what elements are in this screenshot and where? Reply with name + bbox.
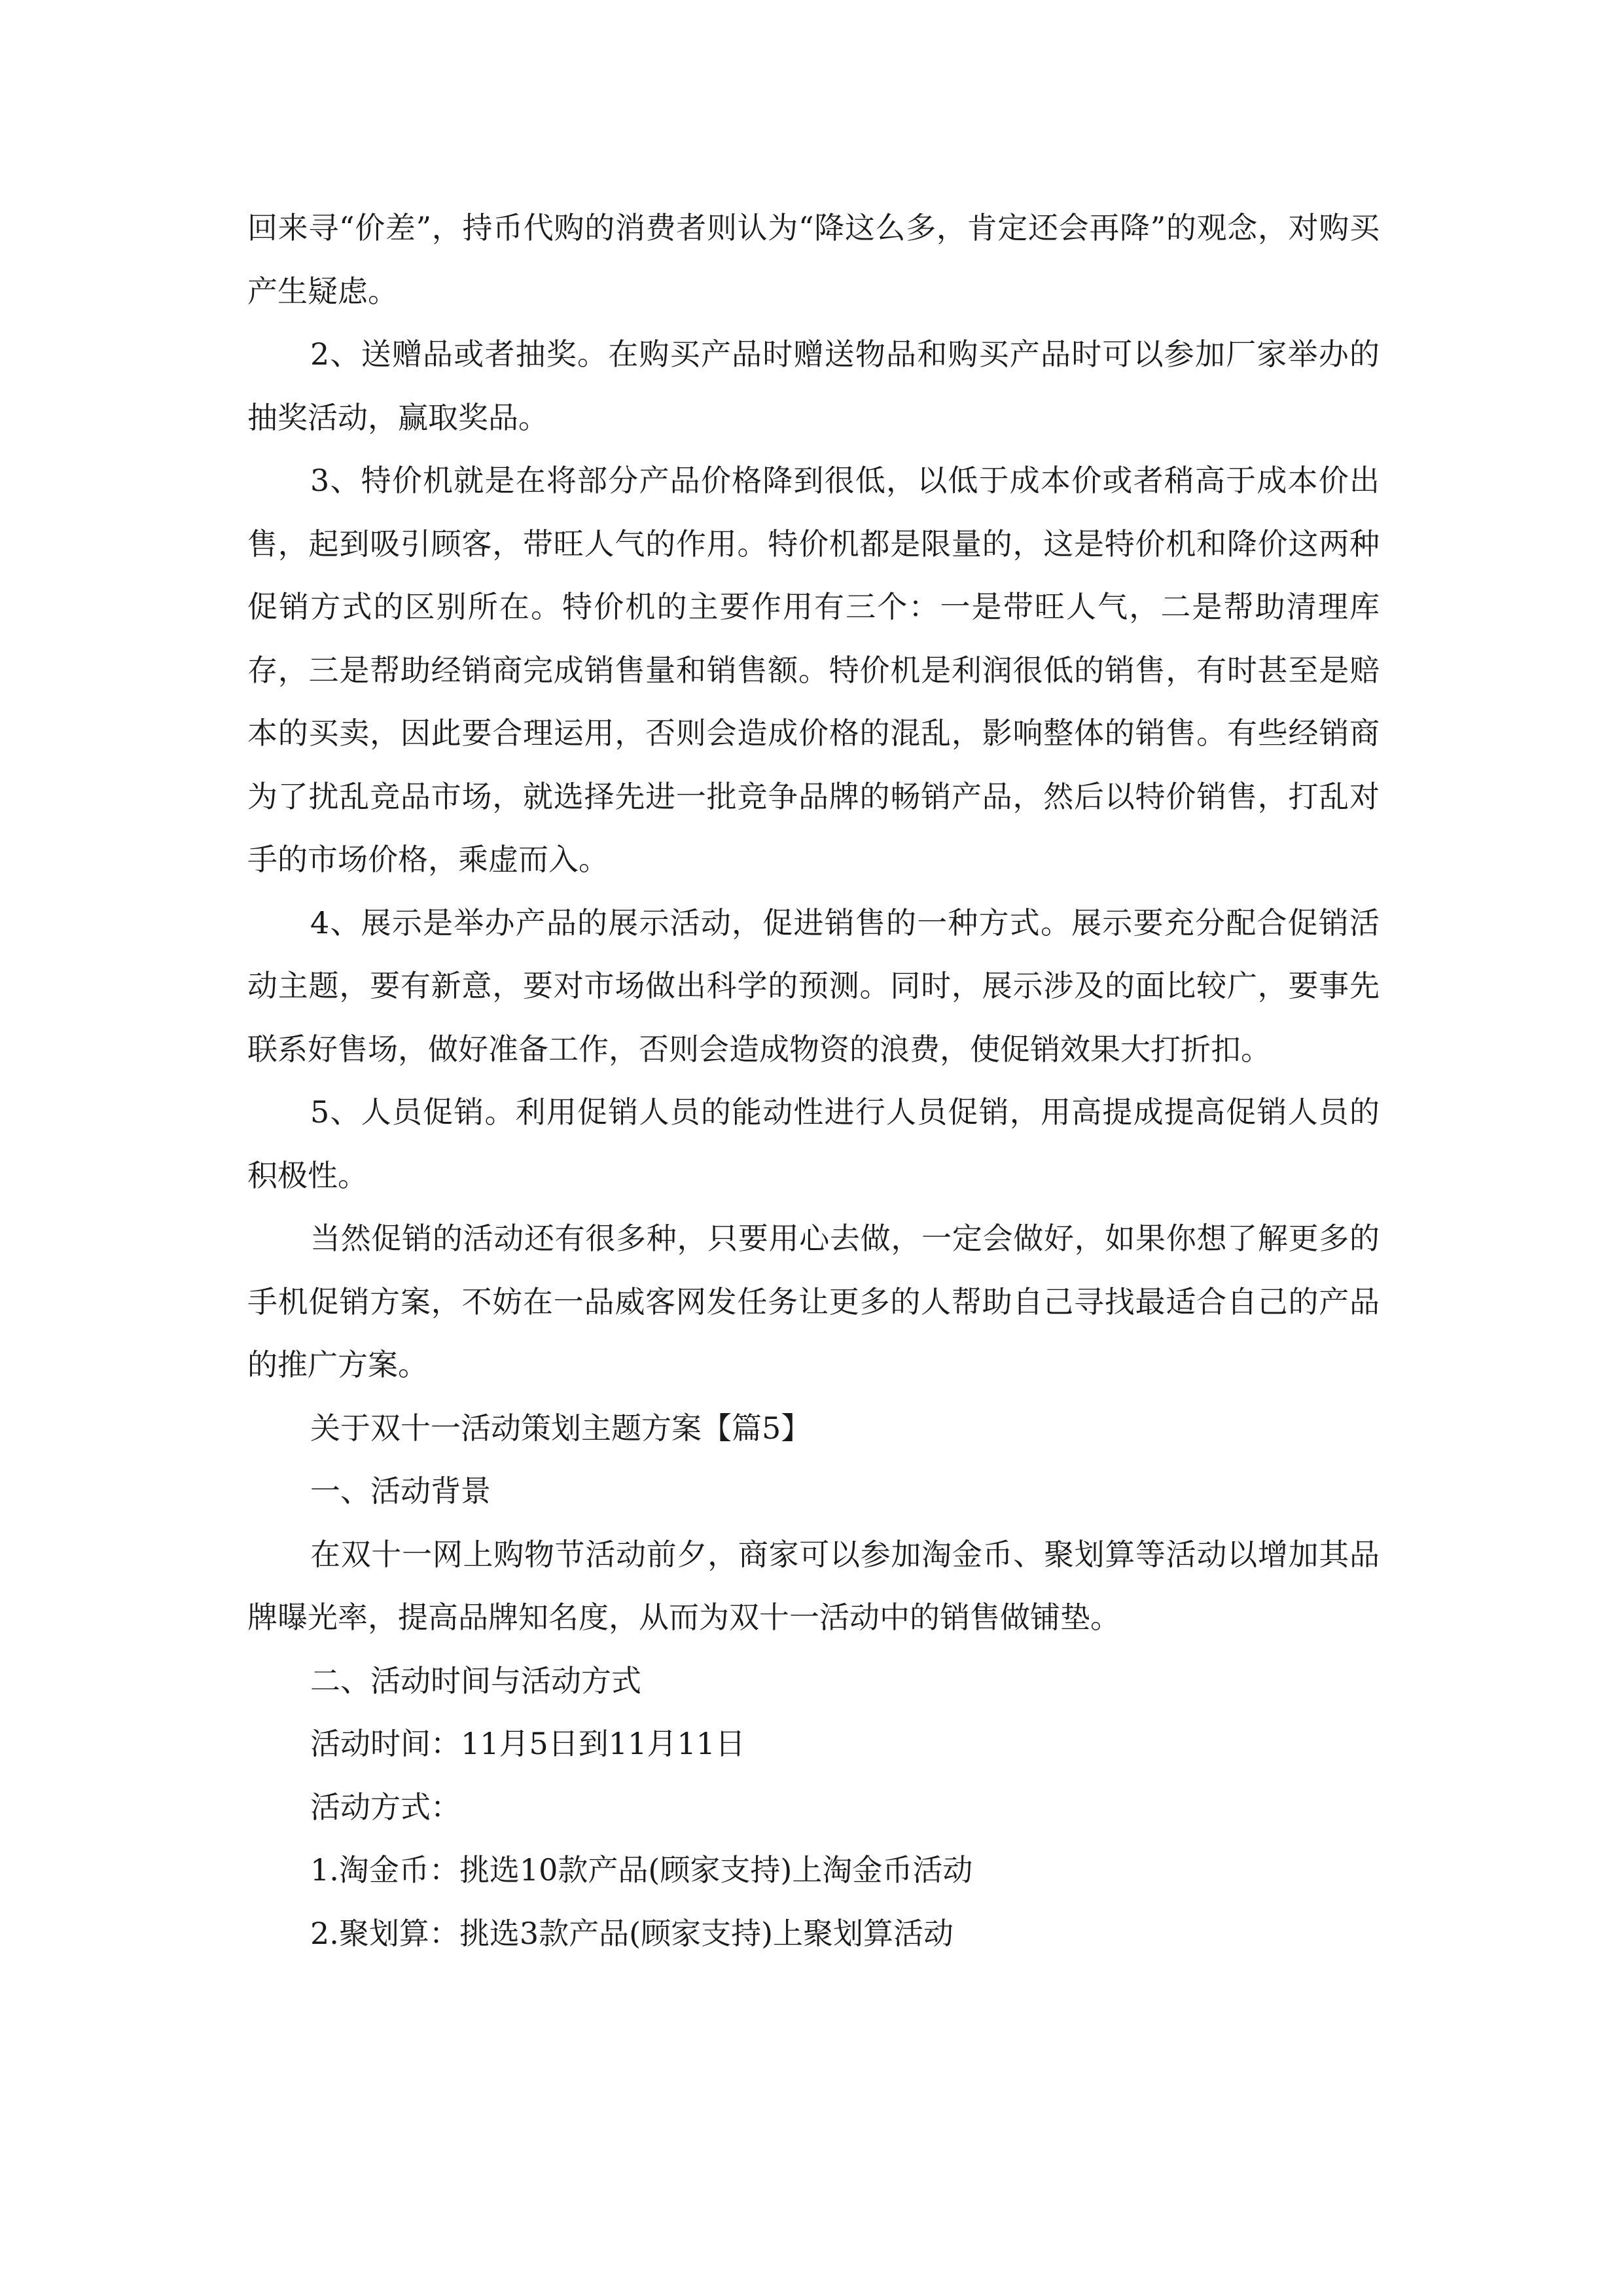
- paragraph-item-4-exhibition: 4、展示是举办产品的展示活动，促进销售的一种方式。展示要充分配合促销活动主题，要有新意，要对市场做出科学的预测。同时，展示涉及的面比较广，要事先联系好售场，做好准备工作，否则会造成物资的浪费，使促销效果大打折扣。: [247, 905, 1380, 1067]
- paragraph-conclusion: 当然促销的活动还有很多种，只要用心去做，一定会做好，如果你想了解更多的手机促销方案，不妨在一品威客网发任务让更多的人帮助自己寻找最适合自己的产品的推广方案。: [247, 1221, 1380, 1382]
- activity-time-line: 活动时间：11月5日到11月11日: [310, 1726, 745, 1761]
- activity-method-label: 活动方式：: [310, 1789, 461, 1825]
- document-body: [247, 196, 1380, 1965]
- paragraph-background: 在双十一网上购物节活动前夕，商家可以参加淘金币、聚划算等活动以增加其品牌曝光率，提高品牌知名度，从而为双十一活动中的销售做铺垫。: [247, 1536, 1380, 1635]
- paragraph-item-2-gifts-lottery: 2、送赠品或者抽奖。在购买产品时赠送物品和购买产品时可以参加厂家举办的抽奖活动，赢取奖品。: [247, 336, 1380, 435]
- section-title: 关于双十一活动策划主题方案【篇5】: [310, 1410, 812, 1446]
- heading-background: 一、活动背景: [310, 1473, 491, 1509]
- paragraph-continuation: 回来寻“价差”，持币代购的消费者则认为“降这么多，肯定还会再降”的观念，对购买产生疑虑。: [247, 210, 1380, 309]
- paragraph-item-5-staff-promotion: 5、人员促销。利用促销人员的能动性进行人员促销，用高提成提高促销人员的积极性。: [247, 1094, 1380, 1193]
- paragraph-item-3-special-price: 3、特价机就是在将部分产品价格降到很低，以低于成本价或者稍高于成本价出售，起到吸引顾客，带旺人气的作用。特价机都是限量的，这是特价机和降价这两种促销方式的区别所在。特价机的主要作用有三个：一是带旺人气，二是帮助清理库存，三是帮助经销商完成销售量和销售额。特价机是利润很低的销售，有时甚至是赔本的买卖，因此要合理运用，否则会造成价格的混乱，影响整体的销售。有些经销商为了扰乱竞品市场，就选择先进一批竞争品牌的畅销产品，然后以特价销售，打乱对手的市场价格，乘虚而入。: [247, 463, 1380, 877]
- list-item-juhuasuan: 2.聚划算：挑选3款产品(顾家支持)上聚划算活动: [310, 1915, 954, 1951]
- list-item-taojinbi: 1.淘金币：挑选10款产品(顾家支持)上淘金币活动: [310, 1852, 973, 1888]
- heading-time-and-method: 二、活动时间与活动方式: [310, 1662, 641, 1698]
